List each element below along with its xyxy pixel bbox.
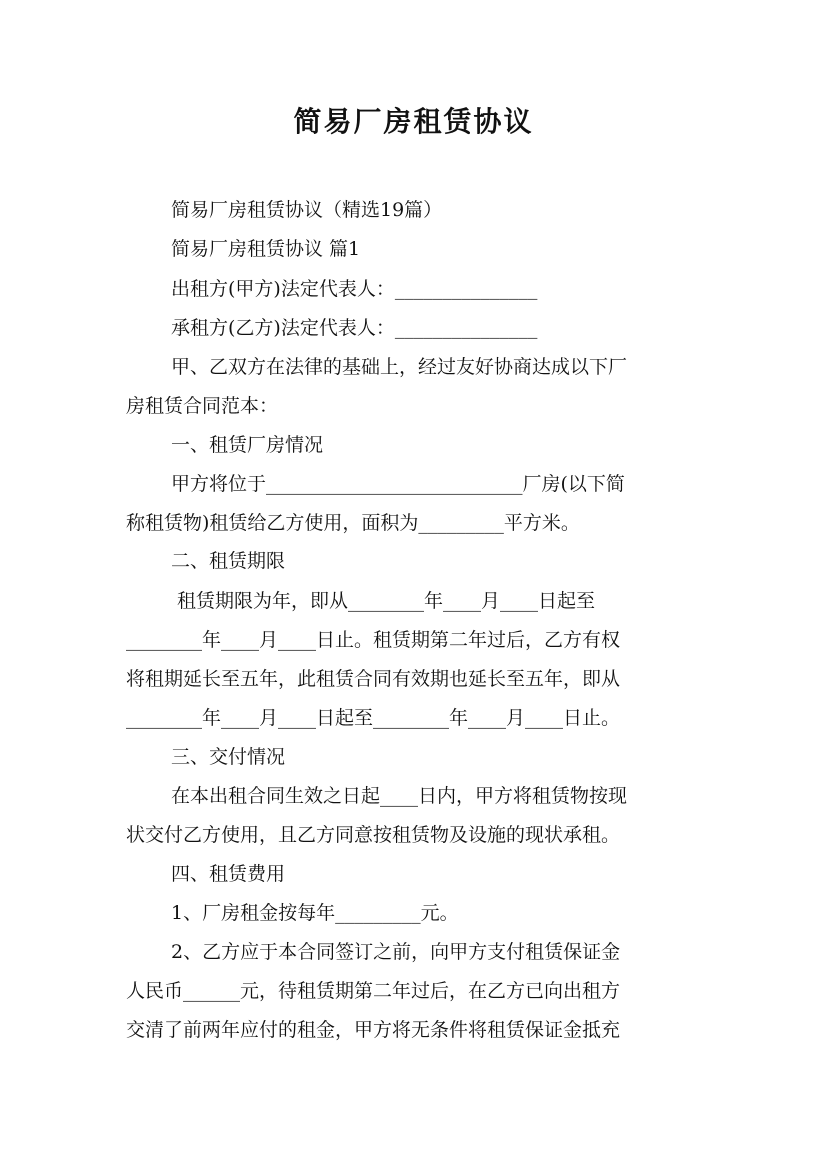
section-heading: 简易厂房租赁协议 篇1 (171, 238, 361, 260)
paragraph-line: 1、厂房租金按每年_________元。 (171, 902, 459, 924)
paragraph-line: 甲、乙双方在法律的基础上，经过友好协商达成以下厂 (171, 356, 628, 378)
clause-heading: 三、交付情况 (171, 746, 286, 768)
paragraph-line: ________年____月____日止。租赁期第二年过后，乙方有权 (126, 629, 621, 651)
subtitle-line: 简易厂房租赁协议（精选19篇） (171, 199, 443, 221)
clause-heading: 一、租赁厂房情况 (171, 434, 324, 456)
paragraph-line: 交清了前两年应付的租金，甲方将无条件将租赁保证金抵充 (126, 1019, 621, 1041)
paragraph-line: 在本出租合同生效之日起____日内，甲方将租赁物按现 (171, 785, 628, 807)
document-title: 简易厂房租赁协议 (293, 105, 534, 138)
paragraph-line: 房租赁合同范本： (126, 395, 279, 417)
paragraph-line: 甲方将位于___________________________厂房(以下简 (171, 473, 625, 495)
paragraph-line: ________年____月____日起至________年____月____日止。 (126, 707, 621, 729)
paragraph-line: 2、乙方应于本合同签订之前，向甲方支付租赁保证金 (171, 941, 621, 963)
clause-heading: 二、租赁期限 (171, 550, 286, 572)
paragraph-line: 人民币______元，待租赁期第二年过后，在乙方已向出租方 (126, 980, 621, 1002)
paragraph-line: 称租赁物)租赁给乙方使用，面积为_________平方米。 (126, 512, 580, 534)
paragraph-line: 将租期延长至五年，此租赁合同有效期也延长至五年，即从 (126, 668, 621, 690)
paragraph-line: 状交付乙方使用，且乙方同意按租赁物及设施的现状承租。 (126, 824, 621, 846)
clause-heading: 四、租赁费用 (171, 863, 286, 885)
lessor-line: 出租方(甲方)法定代表人：_______________ (171, 278, 538, 300)
paragraph-line: 租赁期限为年，即从________年____月____日起至 (171, 590, 596, 612)
lessee-line: 承租方(乙方)法定代表人：_______________ (171, 317, 538, 339)
